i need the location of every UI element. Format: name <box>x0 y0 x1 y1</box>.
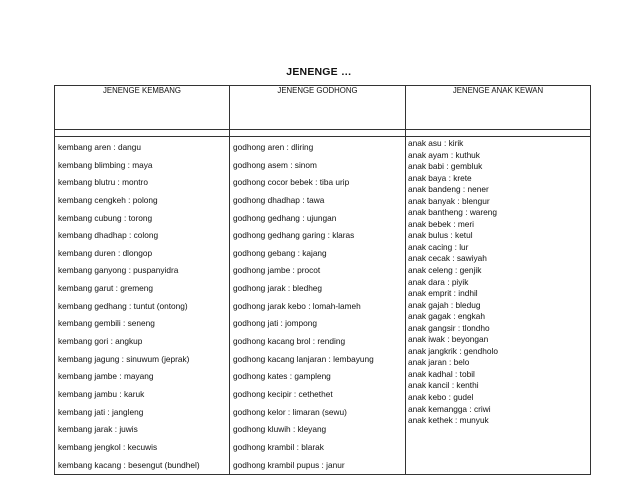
godhong-item: godhong gebang : kajang <box>233 247 327 258</box>
kembang-item: kembang dhadhap : colong <box>58 230 159 241</box>
anak-kewan-item: anak iwak : beyongan <box>408 334 489 345</box>
kembang-item: kembang duren : dlongop <box>58 247 153 258</box>
godhong-item: godhong krambil : blarak <box>233 441 324 452</box>
anak-kewan-item: anak baya : krete <box>408 172 472 183</box>
anak-kewan-cell <box>406 137 591 475</box>
kembang-item: kembang kacang : besengut (bundhel) <box>58 459 200 470</box>
anak-kewan-item: anak bulus : ketul <box>408 230 473 241</box>
godhong-item: godhong kates : gampleng <box>233 371 331 382</box>
spacer-row <box>55 130 591 137</box>
header-anak-kewan: JENENGE ANAK KEWAN <box>406 86 591 130</box>
anak-kewan-item: anak celeng : genjik <box>408 265 482 276</box>
kembang-item: kembang cubung : torong <box>58 212 153 223</box>
spacer-cell <box>406 130 591 137</box>
kembang-item: kembang gedhang : tuntut (ontong) <box>58 300 188 311</box>
anak-kewan-item: anak gangsir : tlondho <box>408 322 490 333</box>
anak-kewan-item: anak kebo : gudel <box>408 392 474 403</box>
kembang-item: kembang jarak : juwis <box>58 424 138 435</box>
godhong-item: godhong dhadhap : tawa <box>233 194 325 205</box>
godhong-item: godhong kelor : limaran (sewu) <box>233 406 347 417</box>
anak-kewan-item: anak gajah : bledug <box>408 299 481 310</box>
kembang-item: kembang jambu : karuk <box>58 388 145 399</box>
anak-kewan-item: anak jangkrik : gendholo <box>408 345 498 356</box>
kembang-item: kembang blutru : montro <box>58 177 148 188</box>
anak-kewan-item: anak cecak : sawiyah <box>408 253 487 264</box>
anak-kewan-item: anak cacing : lur <box>408 241 469 252</box>
godhong-item: godhong jarak : bledheg <box>233 283 323 294</box>
kembang-item: kembang aren : dangu <box>58 142 142 152</box>
body-row <box>55 137 591 475</box>
kembang-item: kembang jati : jangleng <box>58 406 144 417</box>
anak-kewan-item: anak emprit : indhil <box>408 288 478 299</box>
kembang-item: kembang blimbing : maya <box>58 159 153 170</box>
anak-kewan-item: anak banyak : blengur <box>408 195 490 206</box>
kembang-item: kembang ganyong : puspanyidra <box>58 265 179 276</box>
anak-kewan-item: anak kancil : kenthi <box>408 380 479 391</box>
kembang-item: kembang jagung : sinuwum (jeprak) <box>58 353 190 364</box>
godhong-item: godhong kacang lanjaran : lembayung <box>233 353 374 364</box>
godhong-item: godhong gedhang : ujungan <box>233 212 337 223</box>
godhong-item: godhong krambil pupus : janur <box>233 459 345 470</box>
anak-kewan-item: anak kethek : munyuk <box>408 415 489 426</box>
kembang-item: kembang garut : gremeng <box>58 283 154 294</box>
godhong-item: godhong kacang brol : rending <box>233 336 346 347</box>
anak-kewan-item: anak babi : gembluk <box>408 161 483 172</box>
anak-kewan-item: anak kemangga : criwi <box>408 403 491 414</box>
kembang-item: kembang gori : angkup <box>58 336 143 347</box>
anak-kewan-list <box>406 137 590 427</box>
godhong-item: godhong kecipir : cethethet <box>233 388 333 399</box>
anak-kewan-item: anak ayam : kuthuk <box>408 149 480 160</box>
anak-kewan-item: anak bebek : meri <box>408 218 474 229</box>
anak-kewan-item: anak bandeng : nener <box>408 184 489 195</box>
anak-kewan-item: anak gagak : engkah <box>408 311 486 322</box>
godhong-item: godhong kluwih : kleyang <box>233 424 327 435</box>
names-table <box>54 85 591 475</box>
header-kembang: JENENGE KEMBANG <box>55 86 230 130</box>
godhong-item: godhong aren : dliring <box>233 142 314 152</box>
kembang-item: kembang gembili : seneng <box>58 318 155 329</box>
godhong-item: godhong asem : sinom <box>233 159 317 170</box>
anak-kewan-item: anak bantheng : wareng <box>408 207 498 218</box>
anak-kewan-item: anak kadhal : tobil <box>408 368 475 379</box>
kembang-item: kembang jengkol : kecuwis <box>58 441 158 452</box>
godhong-item: godhong cocor bebek : tiba urip <box>233 177 350 188</box>
header-godhong: JENENGE GODHONG <box>230 86 406 130</box>
anak-kewan-item: anak dara : piyik <box>408 276 469 287</box>
spacer-cell <box>55 130 230 137</box>
header-row <box>55 86 591 130</box>
godhong-item: godhong jarak kebo : lomah-lameh <box>233 300 361 311</box>
spacer-cell <box>230 130 406 137</box>
kembang-list <box>55 137 229 474</box>
page-title: JENENGE … <box>286 66 352 78</box>
kembang-cell <box>55 137 230 475</box>
godhong-cell <box>230 137 406 475</box>
godhong-list <box>230 137 405 474</box>
kembang-item: kembang cengkeh : polong <box>58 194 158 205</box>
anak-kewan-item: anak asu : kirik <box>408 138 464 148</box>
godhong-item: godhong jati : jompong <box>233 318 317 329</box>
godhong-item: godhong jambe : procot <box>233 265 321 276</box>
kembang-item: kembang jambe : mayang <box>58 371 154 382</box>
godhong-item: godhong gedhang garing : klaras <box>233 230 355 241</box>
anak-kewan-item: anak jaran : belo <box>408 357 470 368</box>
